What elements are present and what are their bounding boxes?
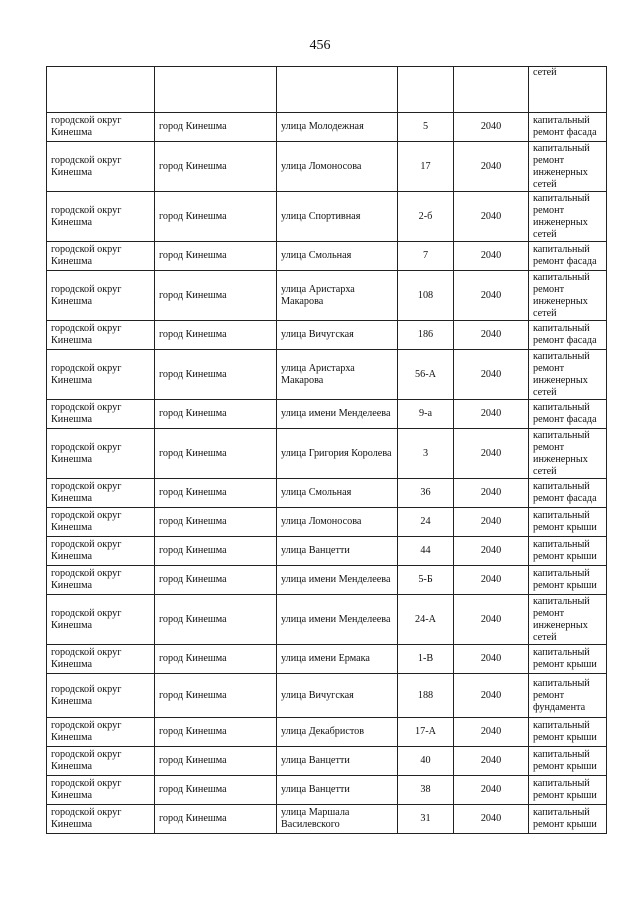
work-type-cell: капитальный ремонт фасада <box>529 479 607 508</box>
street-cell: улица Декабристов <box>277 718 398 747</box>
year-cell: 2040 <box>454 805 529 834</box>
city-cell: город Кинешма <box>155 321 277 350</box>
municipality-cell: городской округ Кинешма <box>47 400 155 429</box>
year-cell: 2040 <box>454 192 529 242</box>
municipality-cell: городской округ Кинешма <box>47 350 155 400</box>
street-cell: улица Смольная <box>277 479 398 508</box>
table-row <box>47 747 607 776</box>
house-number-cell: 40 <box>398 747 454 776</box>
street-cell: улица Вичугская <box>277 321 398 350</box>
municipality-cell: городской округ Кинешма <box>47 142 155 192</box>
year-cell: 2040 <box>454 566 529 595</box>
table-row <box>47 776 607 805</box>
work-type-cell: капитальный ремонт крыши <box>529 537 607 566</box>
house-number-cell: 188 <box>398 674 454 718</box>
street-cell: улица Аристарха Макарова <box>277 350 398 400</box>
city-cell <box>155 67 277 113</box>
city-cell: город Кинешма <box>155 192 277 242</box>
page-number: 456 <box>309 38 331 53</box>
house-number-cell: 108 <box>398 271 454 321</box>
municipality-cell: городской округ Кинешма <box>47 805 155 834</box>
year-cell: 2040 <box>454 718 529 747</box>
house-number-cell: 3 <box>398 429 454 479</box>
street-cell: улица имени Менделеева <box>277 400 398 429</box>
house-number-cell: 17-А <box>398 718 454 747</box>
table-row <box>47 479 607 508</box>
municipality-cell <box>47 67 155 113</box>
street-cell: улица Григория Королева <box>277 429 398 479</box>
street-cell: улица Маршала Василевского <box>277 805 398 834</box>
house-number-cell: 7 <box>398 242 454 271</box>
year-cell: 2040 <box>454 747 529 776</box>
table-row <box>47 674 607 718</box>
work-type-cell: капитальный ремонт фасада <box>529 113 607 142</box>
work-type-cell: капитальный ремонт крыши <box>529 645 607 674</box>
municipality-cell: городской округ Кинешма <box>47 537 155 566</box>
work-type-cell: капитальный ремонт фундамента <box>529 674 607 718</box>
municipality-cell: городской округ Кинешма <box>47 595 155 645</box>
table-row <box>47 113 607 142</box>
table-row <box>47 805 607 834</box>
house-number-cell: 9-а <box>398 400 454 429</box>
work-type-cell: капитальный ремонт фасада <box>529 242 607 271</box>
city-cell: город Кинешма <box>155 142 277 192</box>
municipality-cell: городской округ Кинешма <box>47 747 155 776</box>
municipality-cell: городской округ Кинешма <box>47 718 155 747</box>
table-row <box>47 595 607 645</box>
table-row <box>47 508 607 537</box>
city-cell: город Кинешма <box>155 776 277 805</box>
city-cell: город Кинешма <box>155 271 277 321</box>
municipality-cell: городской округ Кинешма <box>47 674 155 718</box>
municipality-cell: городской округ Кинешма <box>47 429 155 479</box>
work-type-cell: капитальный ремонт крыши <box>529 776 607 805</box>
municipality-cell: городской округ Кинешма <box>47 242 155 271</box>
house-number-cell: 24 <box>398 508 454 537</box>
city-cell: город Кинешма <box>155 747 277 776</box>
table-row <box>47 321 607 350</box>
municipality-cell: городской округ Кинешма <box>47 321 155 350</box>
table-row <box>47 718 607 747</box>
municipality-cell: городской округ Кинешма <box>47 645 155 674</box>
work-type-cell: капитальный ремонт инженерных сетей <box>529 142 607 192</box>
year-cell: 2040 <box>454 321 529 350</box>
year-cell: 2040 <box>454 142 529 192</box>
street-cell: улица имени Менделеева <box>277 595 398 645</box>
year-cell: 2040 <box>454 429 529 479</box>
work-type-cell: капитальный ремонт инженерных сетей <box>529 595 607 645</box>
table-row <box>47 350 607 400</box>
city-cell: город Кинешма <box>155 537 277 566</box>
street-cell: улица имени Менделеева <box>277 566 398 595</box>
city-cell: город Кинешма <box>155 400 277 429</box>
work-type-cell: капитальный ремонт крыши <box>529 747 607 776</box>
work-type-cell: капитальный ремонт инженерных сетей <box>529 271 607 321</box>
city-cell: город Кинешма <box>155 350 277 400</box>
house-number-cell: 31 <box>398 805 454 834</box>
year-cell: 2040 <box>454 674 529 718</box>
year-cell: 2040 <box>454 595 529 645</box>
municipality-cell: городской округ Кинешма <box>47 776 155 805</box>
table-row <box>47 566 607 595</box>
house-number-cell: 5 <box>398 113 454 142</box>
house-number-cell: 1-В <box>398 645 454 674</box>
house-number-cell: 44 <box>398 537 454 566</box>
street-cell: улица Ванцетти <box>277 747 398 776</box>
work-type-cell: капитальный ремонт крыши <box>529 805 607 834</box>
year-cell <box>454 67 529 113</box>
municipality-cell: городской округ Кинешма <box>47 508 155 537</box>
house-number-cell: 38 <box>398 776 454 805</box>
work-type-cell: капитальный ремонт инженерных сетей <box>529 429 607 479</box>
street-cell: улица Аристарха Макарова <box>277 271 398 321</box>
house-number-cell: 2-б <box>398 192 454 242</box>
city-cell: город Кинешма <box>155 113 277 142</box>
year-cell: 2040 <box>454 645 529 674</box>
table-row <box>47 537 607 566</box>
city-cell: город Кинешма <box>155 566 277 595</box>
street-cell: улица Ломоносова <box>277 508 398 537</box>
table-row <box>47 400 607 429</box>
city-cell: город Кинешма <box>155 429 277 479</box>
city-cell: город Кинешма <box>155 595 277 645</box>
city-cell: город Кинешма <box>155 718 277 747</box>
street-cell: улица Ванцетти <box>277 776 398 805</box>
year-cell: 2040 <box>454 479 529 508</box>
street-cell: улица Вичугская <box>277 674 398 718</box>
house-number-cell: 17 <box>398 142 454 192</box>
work-type-cell: капитальный ремонт фасада <box>529 400 607 429</box>
work-type-cell: капитальный ремонт крыши <box>529 566 607 595</box>
street-cell: улица имени Ермака <box>277 645 398 674</box>
table-row <box>47 142 607 192</box>
table-row <box>47 271 607 321</box>
municipality-cell: городской округ Кинешма <box>47 192 155 242</box>
year-cell: 2040 <box>454 537 529 566</box>
year-cell: 2040 <box>454 400 529 429</box>
city-cell: город Кинешма <box>155 508 277 537</box>
year-cell: 2040 <box>454 113 529 142</box>
street-cell: улица Спортивная <box>277 192 398 242</box>
city-cell: город Кинешма <box>155 645 277 674</box>
work-type-cell: сетей <box>529 67 607 113</box>
work-type-cell: капитальный ремонт инженерных сетей <box>529 350 607 400</box>
house-number-cell: 36 <box>398 479 454 508</box>
city-cell: город Кинешма <box>155 479 277 508</box>
house-number-cell: 5-Б <box>398 566 454 595</box>
city-cell: город Кинешма <box>155 674 277 718</box>
city-cell: город Кинешма <box>155 242 277 271</box>
street-cell: улица Молодежная <box>277 113 398 142</box>
municipality-cell: городской округ Кинешма <box>47 566 155 595</box>
street-cell: улица Ванцетти <box>277 537 398 566</box>
table-row <box>47 192 607 242</box>
table-row <box>47 645 607 674</box>
table-row <box>47 429 607 479</box>
table-row-continued <box>47 67 607 113</box>
year-cell: 2040 <box>454 508 529 537</box>
year-cell: 2040 <box>454 776 529 805</box>
municipality-cell: городской округ Кинешма <box>47 113 155 142</box>
house-number-cell: 186 <box>398 321 454 350</box>
year-cell: 2040 <box>454 242 529 271</box>
year-cell: 2040 <box>454 350 529 400</box>
municipality-cell: городской округ Кинешма <box>47 271 155 321</box>
street-cell <box>277 67 398 113</box>
municipality-cell: городской округ Кинешма <box>47 479 155 508</box>
work-type-cell: капитальный ремонт крыши <box>529 508 607 537</box>
street-cell: улица Ломоносова <box>277 142 398 192</box>
house-number-cell <box>398 67 454 113</box>
house-number-cell: 56-А <box>398 350 454 400</box>
work-type-cell: капитальный ремонт инженерных сетей <box>529 192 607 242</box>
house-number-cell: 24-А <box>398 595 454 645</box>
street-cell: улица Смольная <box>277 242 398 271</box>
work-type-cell: капитальный ремонт крыши <box>529 718 607 747</box>
year-cell: 2040 <box>454 271 529 321</box>
table-row <box>47 242 607 271</box>
repair-schedule-table <box>46 66 607 834</box>
city-cell: город Кинешма <box>155 805 277 834</box>
work-type-cell: капитальный ремонт фасада <box>529 321 607 350</box>
